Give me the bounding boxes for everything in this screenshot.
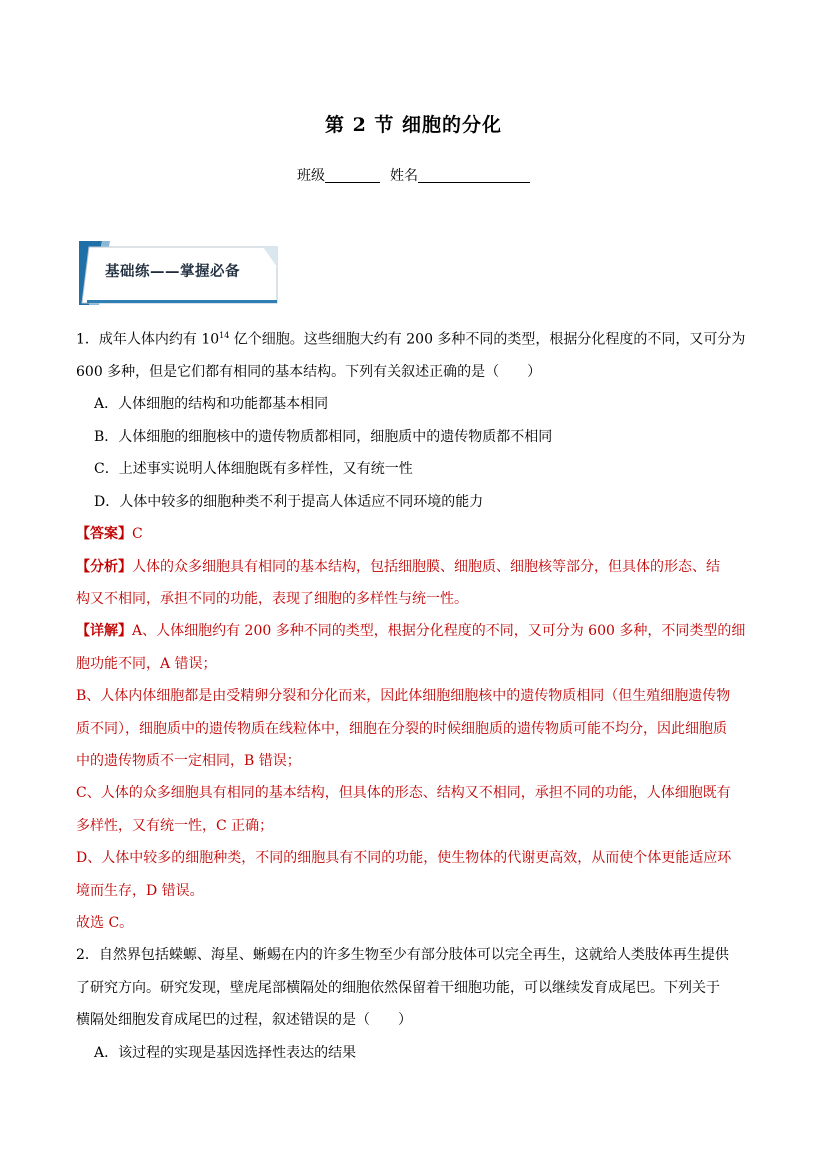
q1-detail-line4: 质不同），细胞质中的遗传物质在线粒体中，细胞在分裂的时候细胞质的遗传物质可能不均分，因此细胞质 (76, 720, 727, 737)
page-title: 第 2 节 细胞的分化 (324, 114, 503, 136)
class-label: 班级 (297, 168, 325, 184)
q1-detail-line6: C、人体的众多细胞具有相同的基本结构，但具体的形态、结构又不相同，承担不同的功能，人体细胞既有 (76, 785, 731, 802)
q1-detail-line3: B、人体内体细胞都是由受精卵分裂和分化而来，因此体细胞细胞核中的遗传物质相同（但生殖细胞遗传物 (76, 688, 731, 705)
name-label: 姓名 (390, 168, 418, 184)
q1-detail-line7: 多样性，又有统一性，C 正确； (76, 817, 274, 834)
q1-stem-line1: 1．成年人体内约有 $10^{14}$ 亿个细胞。这些细胞大约有 200 多种不同的类型，根据分化程度的不同，又可分为 (76, 331, 746, 348)
q1-option-d: D．人体中较多的细胞种类不利于提高人体适应不同环境的能力 (94, 493, 484, 510)
q2-stem-line1: 2．自然界包括蝾螈、海星、蜥蜴在内的许多生物至少有部分肢体可以完全再生，这就给人类肢体再生提供 (76, 947, 729, 964)
section-banner (77, 237, 279, 307)
q1-analysis-line2: 构又不相同，承担不同的功能，表现了细胞的多样性与统一性。 (76, 590, 468, 607)
q1-detail-line8: D、人体中较多的细胞种类，不同的细胞具有不同的功能，使生物体的代谢更高效，从而使个体更能适应环 (76, 850, 732, 867)
q1-detail-line2: 胞功能不同，A 错误； (76, 655, 217, 672)
q1-analysis-line1: 【分析】人体的众多细胞具有相同的基本结构，包括细胞膜、细胞质、细胞核等部分，但具体的形态、结 (76, 558, 720, 575)
q2-option-a: A．该过程的实现是基因选择性表达的结果 (94, 1044, 357, 1061)
class-name-line (0, 165, 827, 185)
name-blank (418, 168, 530, 183)
q1-option-c: C．上述事实说明人体细胞既有多样性，又有统一性 (94, 461, 413, 478)
q1-detail-line9: 境而生存，D 错误。 (76, 882, 204, 899)
q1-detail-line1: 【详解】A、人体细胞约有 200 多种不同的类型，根据分化程度的不同，又可分为 600 多种，不同类型的细 (76, 623, 746, 640)
q1-stem-line2: 600 多种，但是它们都有相同的基本结构。下列有关叙述正确的是（ ） (76, 364, 542, 381)
class-blank (325, 168, 380, 183)
document-body (76, 320, 756, 1069)
q1-detail-line5: 中的遗传物质不一定相同，B 错误； (76, 752, 301, 769)
q2-stem-line3: 横隔处细胞发育成尾巴的过程，叙述错误的是（ ） (76, 1012, 412, 1029)
q1-option-b: B．人体细胞的细胞核中的遗传物质都相同，细胞质中的遗传物质都不相同 (94, 428, 553, 445)
q1-answer: 【答案】C (76, 526, 143, 543)
q1-conclusion: 故选 C。 (76, 914, 134, 931)
section-banner-label: 基础练——掌握必备 (105, 264, 240, 280)
q1-option-a: A．人体细胞的结构和功能都基本相同 (94, 396, 329, 413)
q2-stem-line2: 了研究方向。研究发现，壁虎尾部横隔处的细胞依然保留着干细胞功能，可以继续发育成尾巴。下列关于 (76, 979, 720, 996)
